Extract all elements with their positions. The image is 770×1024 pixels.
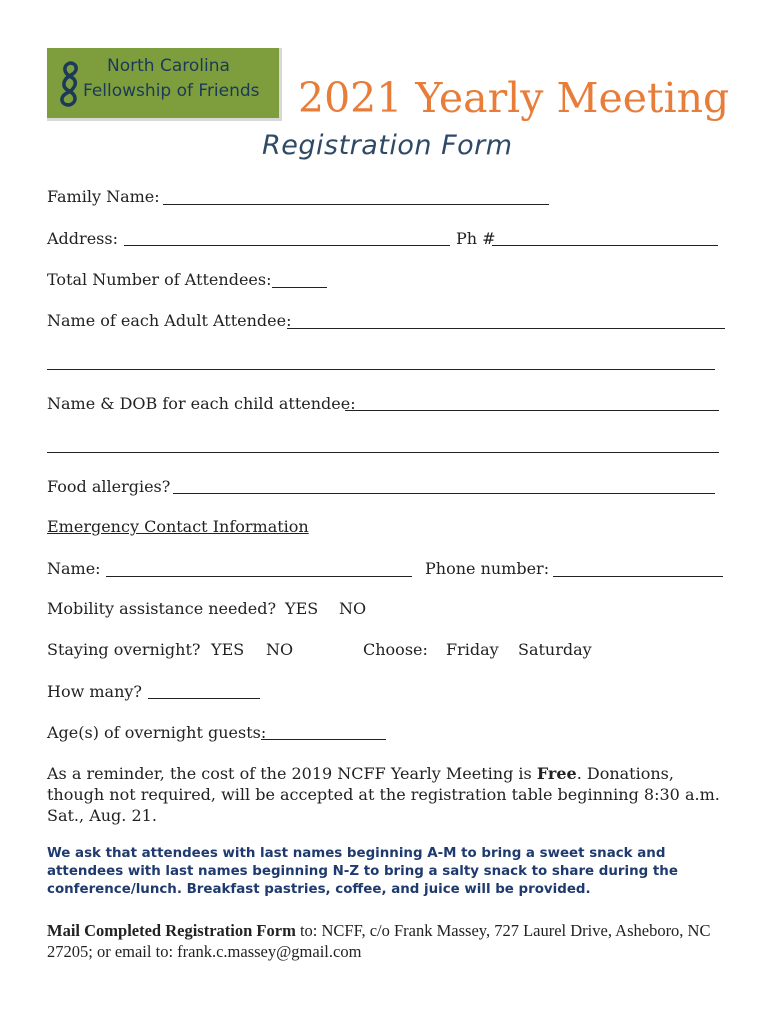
form-subtitle: Registration Form	[262, 130, 513, 161]
friday-option[interactable]: Friday	[446, 640, 499, 659]
overnight-label: Staying overnight?	[47, 640, 201, 659]
emergency-phone-field[interactable]	[553, 576, 723, 577]
address-field[interactable]	[124, 245, 450, 246]
saturday-option[interactable]: Saturday	[518, 640, 592, 659]
page-title: 2021 Yearly Meeting	[298, 74, 730, 122]
reminder-text-after: . Donations, though not required, will be accepted at the registration table beginning 8:30 a.m. Sat., Aug. 21.	[47, 764, 720, 825]
child-attendees-field-line2[interactable]	[47, 452, 719, 453]
emergency-phone-label: Phone number:	[425, 559, 550, 578]
adult-attendees-label: Name of each Adult Attendee:	[47, 311, 292, 330]
phone-field[interactable]	[492, 245, 718, 246]
food-allergies-field[interactable]	[173, 493, 715, 494]
mail-heading: Mail Completed Registration Form	[47, 921, 296, 940]
mail-address-text: to: NCFF, c/o Frank Massey, 727 Laurel Drive, Asheboro, NC 27205; or email to: frank.c.massey@gmail.com	[47, 921, 711, 961]
child-attendees-label: Name & DOB for each child attendee:	[47, 394, 356, 413]
address-label: Address:	[47, 229, 118, 248]
ages-label: Age(s) of overnight guests:	[47, 723, 267, 742]
adult-attendees-field[interactable]	[287, 328, 725, 329]
how-many-label: How many?	[47, 682, 142, 701]
total-attendees-field[interactable]	[272, 287, 327, 288]
phone-label: Ph #	[456, 229, 496, 248]
total-attendees-label: Total Number of Attendees:	[47, 270, 272, 289]
child-attendees-field[interactable]	[345, 410, 719, 411]
logo-text-line1: North Carolina	[107, 56, 230, 76]
mobility-label: Mobility assistance needed?	[47, 599, 277, 618]
mobility-no-option[interactable]: NO	[339, 599, 367, 618]
reminder-text-before: As a reminder, the cost of the 2019 NCFF Yearly Meeting is	[47, 764, 537, 783]
snack-note: We ask that attendees with last names beginning A-M to bring a sweet snack and attendees with last names beginning N-Z to bring a salty snack to share during the conference/lunch. Breakfast pastries, coffee, and juice will be provided.	[47, 846, 678, 897]
ages-field[interactable]	[261, 739, 386, 740]
mobility-yes-option[interactable]: YES	[285, 599, 319, 618]
family-name-field[interactable]	[163, 204, 549, 205]
mail-instructions	[47, 920, 727, 962]
logo-text-line2: Fellowship of Friends	[83, 81, 260, 101]
emergency-name-field[interactable]	[106, 576, 412, 577]
emergency-contact-heading: Emergency Contact Information	[47, 517, 309, 536]
how-many-field[interactable]	[148, 698, 260, 699]
reminder-free: Free	[536, 764, 577, 783]
reminder-paragraph	[47, 763, 727, 826]
family-name-label: Family Name:	[47, 187, 160, 206]
overnight-no-option[interactable]: NO	[266, 640, 294, 659]
emergency-name-label: Name:	[47, 559, 101, 578]
logo	[47, 48, 282, 121]
adult-attendees-field-line2[interactable]	[47, 369, 715, 370]
food-allergies-label: Food allergies?	[47, 477, 171, 496]
overnight-yes-option[interactable]: YES	[211, 640, 245, 659]
knot-icon	[55, 61, 85, 107]
choose-label: Choose:	[363, 640, 428, 659]
